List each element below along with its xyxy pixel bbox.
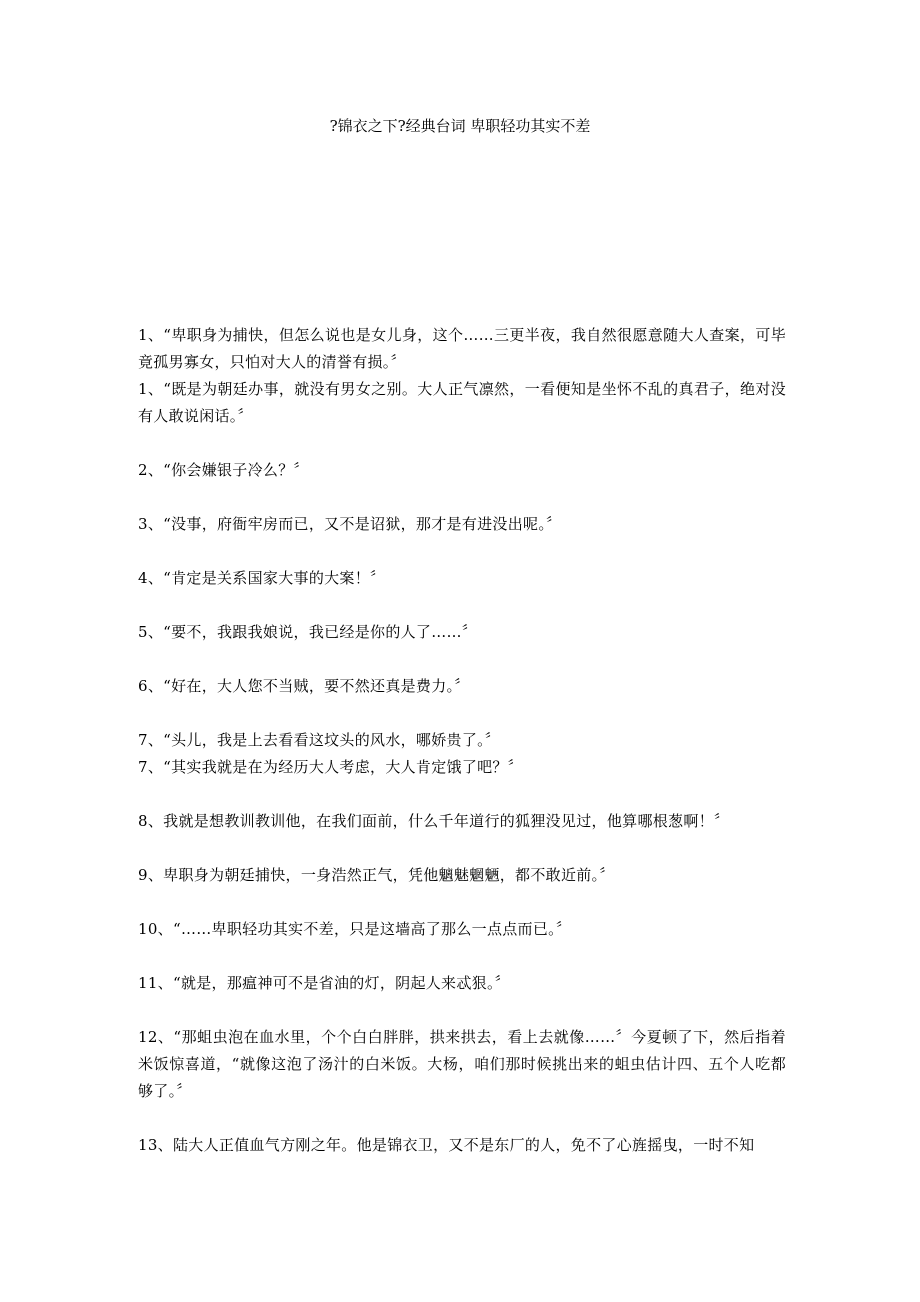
- quote-paragraph: 6、“好在，大人您不当贼，要不然还真是费力。〞: [138, 677, 470, 695]
- quote-paragraph: 2、“你会嫌银子冷么？〞: [138, 461, 309, 479]
- paragraph-spacer: [138, 1105, 786, 1132]
- paragraph-spacer: [138, 484, 786, 511]
- paragraph-spacer: [138, 997, 786, 1024]
- document-body: [138, 322, 786, 1159]
- quote-paragraph: 3、“没事，府衙牢房而已，又不是诏狱，那才是有进没出呢。〞: [138, 515, 562, 533]
- paragraph-spacer: [138, 700, 786, 727]
- quote-paragraph: 12、“那蛆虫泡在血水里，个个白白胖胖，拱来拱去，看上去就像……〞今夏顿了下，然后指着米饭惊喜道，“就像这泡了汤汁的白米饭。大杨，咱们那时候挑出来的蛆虫估计四、五个人吃都够了。〞: [138, 1028, 786, 1100]
- quote-paragraph: 11、“就是，那瘟神可不是省油的灯，阴起人来忒狠。〞: [138, 974, 511, 992]
- quote-paragraph: 9、卑职身为朝廷捕快，一身浩然正气，凭他魑魅魍魉，都不敢近前。〞: [138, 866, 615, 884]
- paragraph-spacer: [138, 943, 786, 970]
- quote-paragraph: 5、“要不，我跟我娘说，我已经是你的人了……〞: [138, 623, 478, 641]
- quote-paragraph: 1、“卑职身为捕快，但怎么说也是女儿身，这个……三更半夜，我自然很愿意随大人查案，可毕竟孤男寡女，只怕对大人的清誉有损。〞: [138, 326, 786, 371]
- quote-paragraph: 13、陆大人正值血气方刚之年。他是锦衣卫，又不是东厂的人，免不了心旌摇曳，一时不知: [138, 1136, 755, 1154]
- paragraph-spacer: [138, 781, 786, 808]
- quote-paragraph: 1、“既是为朝廷办事，就没有男女之别。大人正气凛然，一看便知是坐怀不乱的真君子，绝对没有人敢说闲话。〞: [138, 380, 786, 425]
- paragraph-spacer: [138, 592, 786, 619]
- quote-paragraph: 10、“……卑职轻功其实不差，只是这墙高了那么一点点而已。〞: [138, 920, 572, 938]
- paragraph-spacer: [138, 835, 786, 862]
- paragraph-spacer: [138, 889, 786, 916]
- paragraph-spacer: [138, 646, 786, 673]
- quote-paragraph: 7、“头儿，我是上去看看这坟头的风水，哪娇贵了。〞: [138, 731, 501, 749]
- quote-paragraph: 7、“其实我就是在为经历大人考虑，大人肯定饿了吧？〞: [138, 758, 524, 776]
- paragraph-spacer: [138, 430, 786, 457]
- document-title: ?锦衣之下?经典台词 卑职轻功其实不差: [329, 117, 591, 135]
- quote-paragraph: 8、我就是想教训教训他，在我们面前，什么千年道行的狐狸没见过，他算哪根葱啊！〞: [138, 812, 730, 830]
- paragraph-spacer: [138, 538, 786, 565]
- quote-paragraph: 4、“肯定是关系国家大事的大案！〞: [138, 569, 386, 587]
